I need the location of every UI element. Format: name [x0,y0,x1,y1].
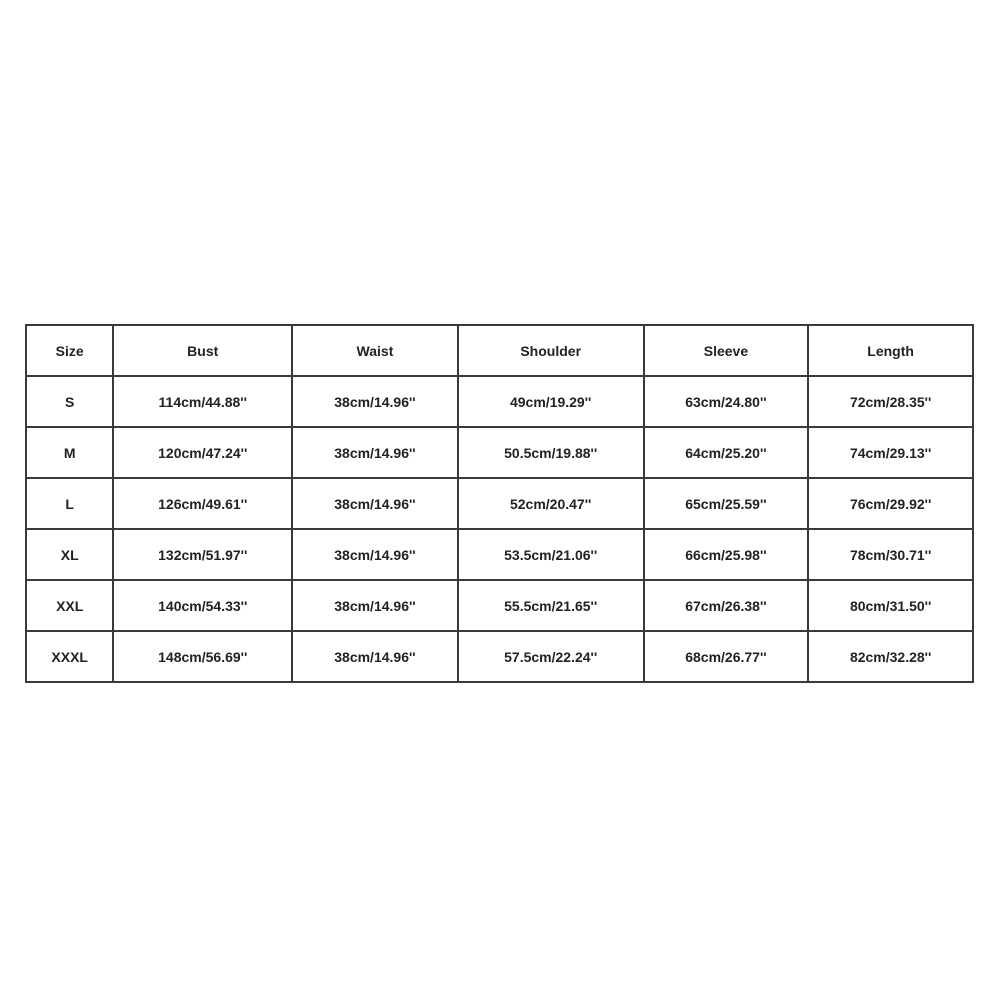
cell-waist: 38cm/14.96'' [292,529,458,580]
cell-shoulder: 52cm/20.47'' [458,478,644,529]
cell-size: M [26,427,113,478]
cell-size: XXL [26,580,113,631]
cell-length: 74cm/29.13'' [808,427,973,478]
cell-shoulder: 57.5cm/22.24'' [458,631,644,682]
table-row [26,580,973,631]
header-size: Size [26,325,113,376]
cell-length: 72cm/28.35'' [808,376,973,427]
cell-length: 76cm/29.92'' [808,478,973,529]
table-header-row [26,325,973,376]
cell-sleeve: 68cm/26.77'' [644,631,809,682]
table-row [26,376,973,427]
cell-sleeve: 66cm/25.98'' [644,529,809,580]
cell-length: 82cm/32.28'' [808,631,973,682]
cell-shoulder: 49cm/19.29'' [458,376,644,427]
cell-sleeve: 65cm/25.59'' [644,478,809,529]
cell-waist: 38cm/14.96'' [292,580,458,631]
cell-bust: 120cm/47.24'' [113,427,292,478]
header-waist: Waist [292,325,458,376]
cell-bust: 148cm/56.69'' [113,631,292,682]
cell-waist: 38cm/14.96'' [292,631,458,682]
cell-length: 78cm/30.71'' [808,529,973,580]
cell-bust: 114cm/44.88'' [113,376,292,427]
cell-size: XXXL [26,631,113,682]
cell-waist: 38cm/14.96'' [292,478,458,529]
table-row [26,529,973,580]
cell-sleeve: 64cm/25.20'' [644,427,809,478]
size-chart-table [25,324,974,683]
table-row [26,631,973,682]
cell-length: 80cm/31.50'' [808,580,973,631]
header-sleeve: Sleeve [644,325,809,376]
cell-shoulder: 53.5cm/21.06'' [458,529,644,580]
cell-bust: 126cm/49.61'' [113,478,292,529]
header-length: Length [808,325,973,376]
cell-bust: 132cm/51.97'' [113,529,292,580]
cell-size: S [26,376,113,427]
cell-bust: 140cm/54.33'' [113,580,292,631]
cell-waist: 38cm/14.96'' [292,376,458,427]
header-shoulder: Shoulder [458,325,644,376]
cell-shoulder: 50.5cm/19.88'' [458,427,644,478]
cell-waist: 38cm/14.96'' [292,427,458,478]
table-row [26,478,973,529]
cell-sleeve: 67cm/26.38'' [644,580,809,631]
cell-shoulder: 55.5cm/21.65'' [458,580,644,631]
cell-size: L [26,478,113,529]
cell-size: XL [26,529,113,580]
table-row [26,427,973,478]
cell-sleeve: 63cm/24.80'' [644,376,809,427]
header-bust: Bust [113,325,292,376]
